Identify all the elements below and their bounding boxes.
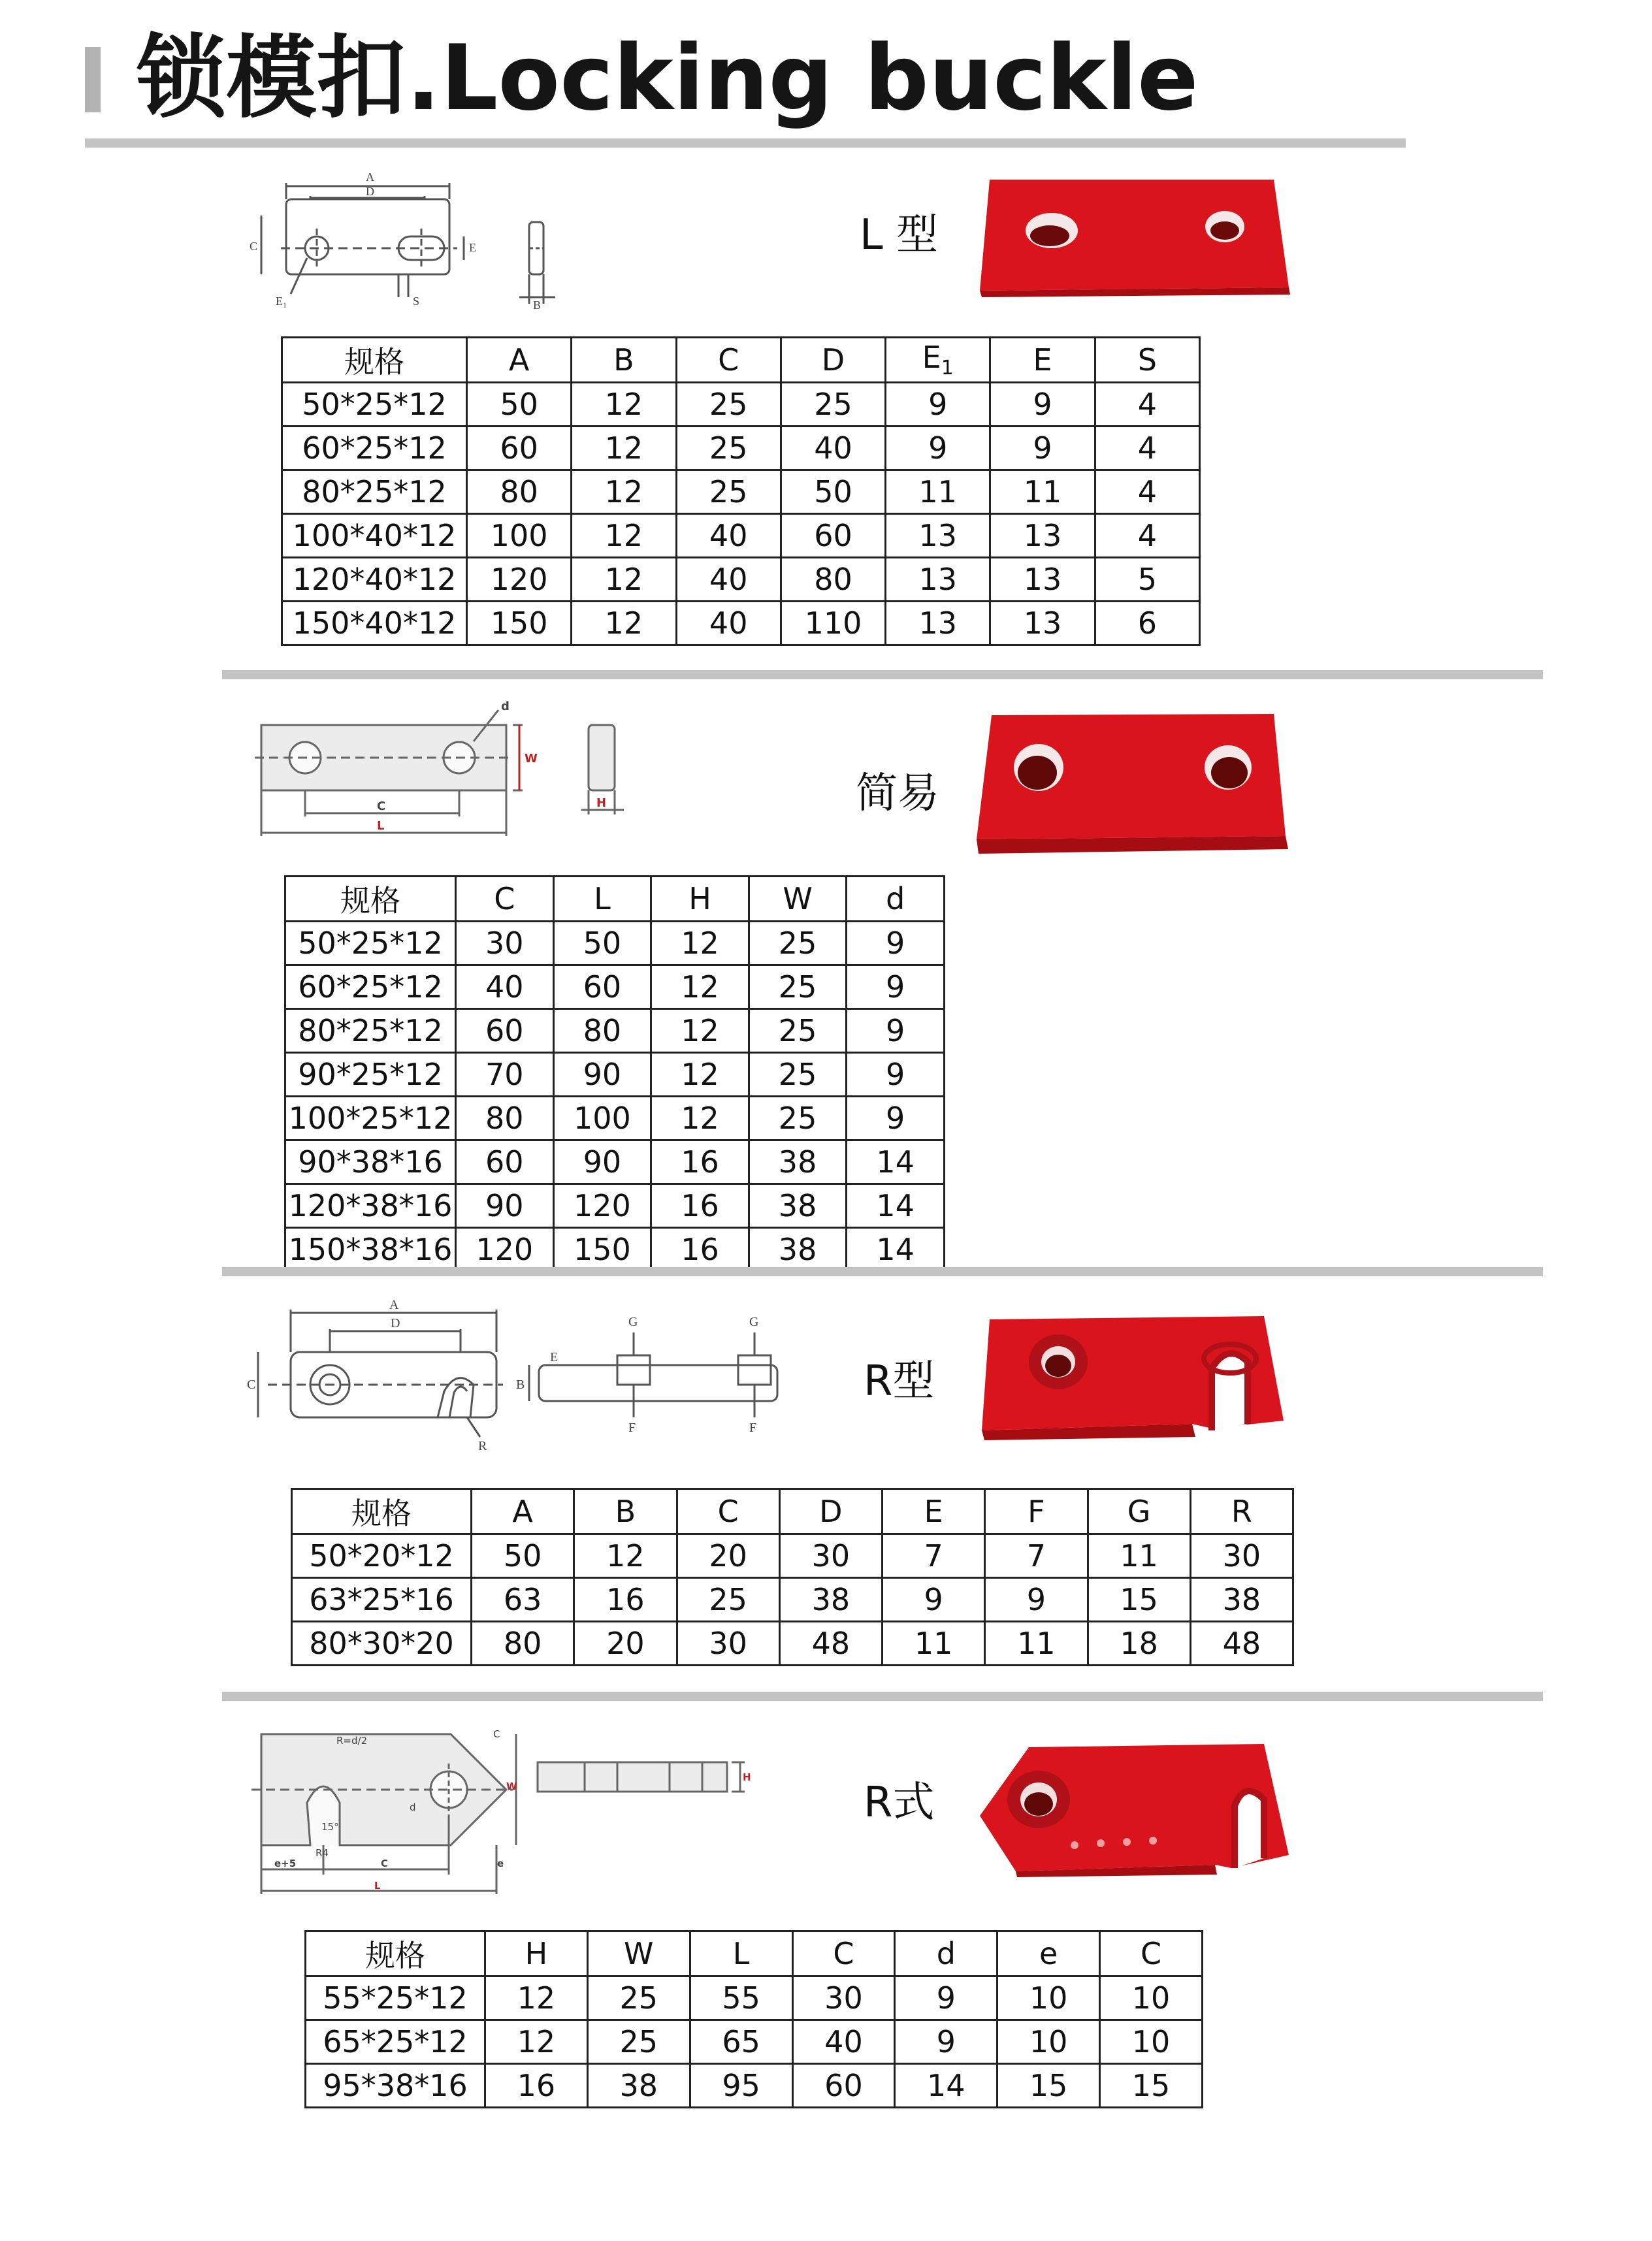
spec-cell: 60*25*12 <box>285 965 456 1009</box>
value-cell: 12 <box>574 1534 677 1578</box>
value-cell: 63 <box>472 1578 574 1622</box>
header-cell: W <box>587 1931 690 1976</box>
value-cell: 80 <box>472 1622 574 1666</box>
drawing-label-15deg: 15° <box>321 1821 339 1833</box>
r-type-product-photo <box>977 1310 1290 1447</box>
drawing-label-a: A <box>389 1298 399 1312</box>
value-cell: 110 <box>781 602 885 645</box>
drawing-label-a: A <box>366 170 374 184</box>
table-row <box>285 1140 945 1184</box>
table-row <box>292 1534 1293 1578</box>
value-cell: 9 <box>847 922 945 965</box>
value-cell: 12 <box>572 427 676 470</box>
value-cell: 50 <box>553 922 651 965</box>
spec-cell: 63*25*16 <box>292 1578 472 1622</box>
value-cell: 25 <box>781 383 885 427</box>
table-row <box>282 514 1200 558</box>
value-cell: 9 <box>886 427 990 470</box>
r-type-drawing <box>242 1293 830 1457</box>
table-row <box>292 1622 1293 1666</box>
section-divider <box>222 670 1543 679</box>
table-header-row <box>282 338 1200 383</box>
header-cell: D <box>781 338 885 383</box>
value-cell: 14 <box>847 1184 945 1228</box>
drawing-label-c-bottom: C <box>381 1858 389 1869</box>
drawing-label-d: d <box>410 1801 416 1813</box>
spec-cell: 50*25*12 <box>282 383 467 427</box>
drawing-label-r-d2: R=d/2 <box>336 1735 368 1747</box>
header-cell: C <box>676 338 781 383</box>
spec-cell: 120*40*12 <box>282 558 467 602</box>
value-cell: 80 <box>553 1009 651 1053</box>
drawing-label-c: C <box>247 1378 256 1392</box>
value-cell: 13 <box>990 602 1095 645</box>
value-cell: 14 <box>847 1228 945 1272</box>
value-cell: 25 <box>749 922 847 965</box>
value-cell: 25 <box>749 965 847 1009</box>
header-cell: d <box>847 877 945 922</box>
value-cell: 25 <box>587 2020 690 2064</box>
drawing-label-f: F <box>628 1421 636 1435</box>
value-cell: 25 <box>749 1053 847 1097</box>
header-cell: C <box>677 1489 779 1534</box>
page-title: 锁模扣.Locking buckle <box>136 25 1199 131</box>
value-cell: 13 <box>990 558 1095 602</box>
title-underline <box>85 138 1406 148</box>
value-cell: 90 <box>553 1053 651 1097</box>
table-row <box>285 965 945 1009</box>
value-cell: 25 <box>677 1578 779 1622</box>
drawing-label-d: d <box>501 700 510 713</box>
value-cell: 10 <box>1100 2020 1203 2064</box>
simple-type-drawing <box>251 696 670 846</box>
value-cell: 48 <box>1190 1622 1293 1666</box>
value-cell: 9 <box>847 965 945 1009</box>
value-cell: 38 <box>587 2064 690 2108</box>
simple-type-product-photo <box>973 709 1293 859</box>
header-cell: C <box>792 1931 895 1976</box>
value-cell: 40 <box>456 965 554 1009</box>
drawing-label-e: E <box>550 1350 559 1364</box>
spec-cell: 100*40*12 <box>282 514 467 558</box>
value-cell: 150 <box>467 602 572 645</box>
drawing-label-w: W <box>506 1781 517 1792</box>
header-cell: 规格 <box>292 1489 472 1534</box>
spec-cell: 80*30*20 <box>292 1622 472 1666</box>
value-cell: 38 <box>1190 1578 1293 1622</box>
drawing-label-b: B <box>516 1378 525 1392</box>
value-cell: 90 <box>456 1184 554 1228</box>
value-cell: 60 <box>553 965 651 1009</box>
value-cell: 7 <box>883 1534 985 1578</box>
value-cell: 9 <box>847 1009 945 1053</box>
table-header-row <box>285 877 945 922</box>
l-type-product-photo <box>977 173 1297 304</box>
drawing-label-w: W <box>525 752 538 766</box>
value-cell: 12 <box>485 2020 588 2064</box>
table-row <box>282 470 1200 514</box>
value-cell: 100 <box>467 514 572 558</box>
value-cell: 100 <box>553 1097 651 1140</box>
spec-cell: 95*38*16 <box>306 2064 485 2108</box>
header-cell: 规格 <box>282 338 467 383</box>
value-cell: 6 <box>1095 602 1199 645</box>
header-cell: e <box>997 1931 1100 1976</box>
table-row <box>285 1053 945 1097</box>
value-cell: 9 <box>895 1976 997 2020</box>
drawing-label-c: C <box>250 240 258 253</box>
spec-cell: 55*25*12 <box>306 1976 485 2020</box>
value-cell: 30 <box>677 1622 779 1666</box>
simple-type-label: 简易 <box>856 769 939 818</box>
value-cell: 25 <box>587 1976 690 2020</box>
l-type-label: L 型 <box>860 211 938 259</box>
value-cell: 90 <box>553 1140 651 1184</box>
r-style-spec-table <box>304 1930 1203 2108</box>
value-cell: 40 <box>676 514 781 558</box>
value-cell: 9 <box>990 427 1095 470</box>
value-cell: 16 <box>651 1140 749 1184</box>
table-row <box>282 602 1200 645</box>
spec-cell: 90*38*16 <box>285 1140 456 1184</box>
value-cell: 9 <box>883 1578 985 1622</box>
drawing-label-g-2: G <box>749 1315 759 1329</box>
table-header-row <box>306 1931 1203 1976</box>
value-cell: 12 <box>651 1053 749 1097</box>
table-row <box>306 2020 1203 2064</box>
l-type-drawing <box>242 167 568 317</box>
table-row <box>285 922 945 965</box>
drawing-label-e: E <box>469 241 476 254</box>
value-cell: 30 <box>1190 1534 1293 1578</box>
value-cell: 120 <box>467 558 572 602</box>
spec-cell: 65*25*12 <box>306 2020 485 2064</box>
drawing-label-d: D <box>366 185 374 198</box>
value-cell: 9 <box>886 383 990 427</box>
drawing-label-s: S <box>413 295 420 308</box>
header-cell: $E_1$ <box>886 338 990 383</box>
r-type-label: R型 <box>864 1357 935 1406</box>
spec-cell: 150*38*16 <box>285 1228 456 1272</box>
value-cell: 15 <box>997 2064 1100 2108</box>
value-cell: 4 <box>1095 383 1199 427</box>
spec-cell: 50*25*12 <box>285 922 456 965</box>
value-cell: 40 <box>676 558 781 602</box>
drawing-label-b: B <box>533 298 542 312</box>
value-cell: 16 <box>651 1228 749 1272</box>
value-cell: 25 <box>749 1009 847 1053</box>
value-cell: 13 <box>886 514 990 558</box>
r-style-label: R式 <box>864 1779 935 1827</box>
value-cell: 40 <box>781 427 885 470</box>
header-cell: H <box>651 877 749 922</box>
value-cell: 10 <box>1100 1976 1203 2020</box>
drawing-label-r4: R4 <box>316 1847 329 1859</box>
value-cell: 60 <box>781 514 885 558</box>
value-cell: 14 <box>847 1140 945 1184</box>
value-cell: 12 <box>651 965 749 1009</box>
drawing-label-e1: E₁ <box>276 295 287 308</box>
value-cell: 4 <box>1095 470 1199 514</box>
header-cell: A <box>472 1489 574 1534</box>
drawing-label-e5: e+5 <box>274 1858 297 1869</box>
spec-cell: 50*20*12 <box>292 1534 472 1578</box>
value-cell: 50 <box>467 383 572 427</box>
value-cell: 50 <box>472 1534 574 1578</box>
value-cell: 80 <box>456 1097 554 1140</box>
spec-cell: 150*40*12 <box>282 602 467 645</box>
drawing-label-c-top: C <box>493 1728 500 1740</box>
value-cell: 48 <box>779 1622 882 1666</box>
header-cell: W <box>749 877 847 922</box>
value-cell: 25 <box>676 427 781 470</box>
value-cell: 95 <box>690 2064 792 2108</box>
value-cell: 60 <box>456 1140 554 1184</box>
table-row <box>306 1976 1203 2020</box>
value-cell: 4 <box>1095 514 1199 558</box>
drawing-label-e: e <box>497 1858 504 1869</box>
header-cell: C <box>1100 1931 1203 1976</box>
r-style-product-photo <box>977 1737 1290 1878</box>
section-divider <box>222 1692 1543 1701</box>
table-row <box>282 427 1200 470</box>
table-row <box>285 1009 945 1053</box>
value-cell: 25 <box>676 383 781 427</box>
header-cell: C <box>456 877 554 922</box>
header-cell: E <box>883 1489 985 1534</box>
value-cell: 13 <box>990 514 1095 558</box>
value-cell: 11 <box>1088 1534 1190 1578</box>
value-cell: 40 <box>676 602 781 645</box>
header-cell: 规格 <box>306 1931 485 1976</box>
table-row <box>282 383 1200 427</box>
value-cell: 60 <box>792 2064 895 2108</box>
value-cell: 15 <box>1088 1578 1190 1622</box>
value-cell: 25 <box>676 470 781 514</box>
value-cell: 30 <box>779 1534 882 1578</box>
value-cell: 13 <box>886 558 990 602</box>
spec-cell: 100*25*12 <box>285 1097 456 1140</box>
section-divider <box>222 1267 1543 1276</box>
table-row <box>282 558 1200 602</box>
spec-cell: 80*25*12 <box>285 1009 456 1053</box>
drawing-label-g: G <box>628 1315 638 1329</box>
value-cell: 11 <box>990 470 1095 514</box>
value-cell: 80 <box>781 558 885 602</box>
value-cell: 10 <box>997 2020 1100 2064</box>
value-cell: 5 <box>1095 558 1199 602</box>
value-cell: 55 <box>690 1976 792 2020</box>
value-cell: 14 <box>895 2064 997 2108</box>
value-cell: 4 <box>1095 427 1199 470</box>
value-cell: 9 <box>895 2020 997 2064</box>
header-cell: D <box>779 1489 882 1534</box>
table-row <box>285 1097 945 1140</box>
title-accent-bar <box>85 47 101 112</box>
value-cell: 38 <box>749 1228 847 1272</box>
value-cell: 16 <box>485 2064 588 2108</box>
table-row <box>292 1578 1293 1622</box>
value-cell: 12 <box>485 1976 588 2020</box>
header-cell: R <box>1190 1489 1293 1534</box>
header-cell: S <box>1095 338 1199 383</box>
value-cell: 15 <box>1100 2064 1203 2108</box>
header-cell: G <box>1088 1489 1190 1534</box>
drawing-label-f-2: F <box>749 1421 757 1435</box>
value-cell: 11 <box>886 470 990 514</box>
l-type-spec-table <box>281 336 1201 646</box>
value-cell: 70 <box>456 1053 554 1097</box>
value-cell: 65 <box>690 2020 792 2064</box>
value-cell: 10 <box>997 1976 1100 2020</box>
header-cell: 规格 <box>285 877 456 922</box>
value-cell: 16 <box>574 1578 677 1622</box>
drawing-label-d: D <box>391 1316 400 1330</box>
header-cell: E <box>990 338 1095 383</box>
value-cell: 18 <box>1088 1622 1190 1666</box>
value-cell: 12 <box>572 514 676 558</box>
header-cell: H <box>485 1931 588 1976</box>
r-style-drawing <box>251 1724 800 1907</box>
drawing-label-c: C <box>377 799 386 813</box>
table-row <box>285 1184 945 1228</box>
header-cell: A <box>467 338 572 383</box>
value-cell: 13 <box>886 602 990 645</box>
value-cell: 38 <box>779 1578 882 1622</box>
value-cell: 9 <box>847 1053 945 1097</box>
value-cell: 50 <box>781 470 885 514</box>
header-cell: d <box>895 1931 997 1976</box>
value-cell: 38 <box>749 1184 847 1228</box>
value-cell: 25 <box>749 1097 847 1140</box>
r-type-spec-table <box>291 1488 1294 1666</box>
value-cell: 12 <box>651 922 749 965</box>
value-cell: 30 <box>792 1976 895 2020</box>
drawing-label-l: L <box>374 1880 381 1892</box>
value-cell: 12 <box>572 558 676 602</box>
value-cell: 9 <box>985 1578 1088 1622</box>
table-row <box>306 2064 1203 2108</box>
value-cell: 120 <box>553 1184 651 1228</box>
value-cell: 60 <box>467 427 572 470</box>
value-cell: 60 <box>456 1009 554 1053</box>
drawing-label-h: H <box>596 796 607 810</box>
value-cell: 20 <box>677 1534 779 1578</box>
spec-cell: 80*25*12 <box>282 470 467 514</box>
simple-type-spec-table <box>284 875 945 1272</box>
header-cell: L <box>553 877 651 922</box>
value-cell: 38 <box>749 1140 847 1184</box>
value-cell: 12 <box>651 1009 749 1053</box>
spec-cell: 120*38*16 <box>285 1184 456 1228</box>
header-cell: B <box>574 1489 677 1534</box>
drawing-label-h: H <box>743 1771 751 1783</box>
value-cell: 7 <box>985 1534 1088 1578</box>
header-cell: L <box>690 1931 792 1976</box>
value-cell: 9 <box>847 1097 945 1140</box>
value-cell: 9 <box>990 383 1095 427</box>
value-cell: 30 <box>456 922 554 965</box>
value-cell: 150 <box>553 1228 651 1272</box>
spec-cell: 60*25*12 <box>282 427 467 470</box>
value-cell: 11 <box>985 1622 1088 1666</box>
drawing-label-l: L <box>377 819 385 833</box>
value-cell: 12 <box>651 1097 749 1140</box>
value-cell: 120 <box>456 1228 554 1272</box>
drawing-label-r: R <box>478 1439 487 1453</box>
table-row <box>285 1228 945 1272</box>
value-cell: 12 <box>572 602 676 645</box>
value-cell: 12 <box>572 470 676 514</box>
value-cell: 40 <box>792 2020 895 2064</box>
value-cell: 11 <box>883 1622 985 1666</box>
header-cell: F <box>985 1489 1088 1534</box>
value-cell: 20 <box>574 1622 677 1666</box>
spec-cell: 90*25*12 <box>285 1053 456 1097</box>
table-header-row <box>292 1489 1293 1534</box>
header-cell: B <box>572 338 676 383</box>
value-cell: 80 <box>467 470 572 514</box>
value-cell: 12 <box>572 383 676 427</box>
value-cell: 16 <box>651 1184 749 1228</box>
